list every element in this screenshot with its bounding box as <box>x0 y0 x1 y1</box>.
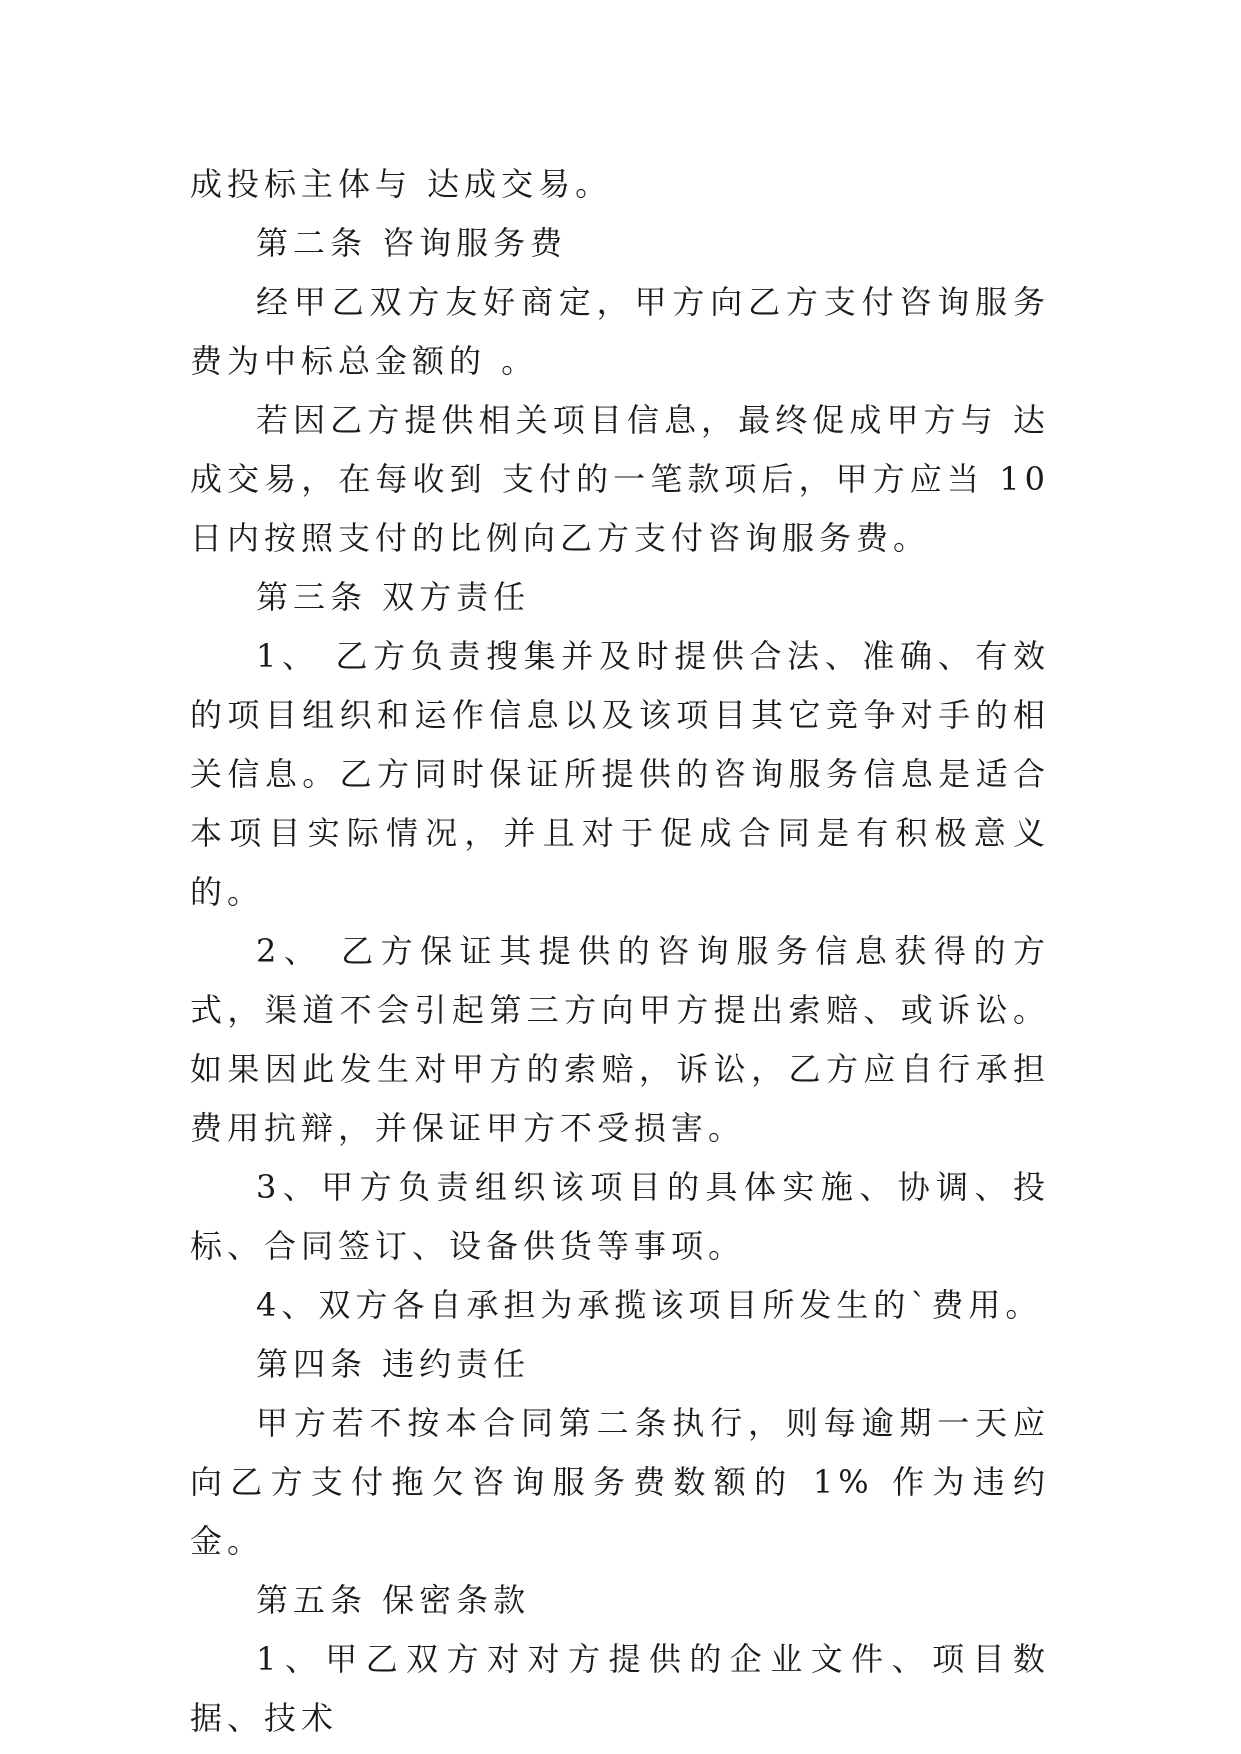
article-3-item-4: 4、双方各自承担为承揽该项目所发生的`费用。 <box>256 1286 1043 1324</box>
article-4-paragraph: 甲方若不按本合同第二条执行，则每逾期一天应向乙方支付拖欠咨询服务费数额的 1% 作为违约金。 <box>190 1404 1050 1560</box>
article-3-item-3: 3、甲方负责组织该项目的具体实施、协调、投标、合同签订、设备供货等事项。 <box>190 1168 1050 1265</box>
article-3-item-1: 1、 乙方负责搜集并及时提供合法、准确、有效的项目组织和运作信息以及该项目其它竞争对手的相关信息。乙方同时保证所提供的咨询服务信息是适合本项目实际情况，并且对于促成合同是有积极意义的。 <box>190 637 1050 911</box>
article-5-item-1: 1、甲乙双方对对方提供的企业文件、项目数据、技术 <box>190 1640 1050 1737</box>
article-2-paragraph-2: 若因乙方提供相关项目信息，最终促成甲方与 达成交易，在每收到 支付的一笔款项后，甲方应当 10 日内按照支付的比例向乙方支付咨询服务费。 <box>190 401 1050 557</box>
article-2-heading: 第二条 咨询服务费 <box>256 224 568 262</box>
article-5-heading: 第五条 保密条款 <box>256 1581 531 1619</box>
document-body <box>190 155 1050 1748</box>
article-3-heading: 第三条 双方责任 <box>256 578 531 616</box>
article-4-heading: 第四条 违约责任 <box>256 1345 531 1383</box>
article-2-paragraph-1: 经甲乙双方友好商定，甲方向乙方支付咨询服务费为中标总金额的 。 <box>190 283 1050 380</box>
paragraph-continuation: 成投标主体与 达成交易。 <box>190 165 613 203</box>
article-3-item-2: 2、 乙方保证其提供的咨询服务信息获得的方式，渠道不会引起第三方向甲方提出索赔、或诉讼。如果因此发生对甲方的索赔，诉讼，乙方应自行承担费用抗辩，并保证甲方不受损害。 <box>190 932 1050 1147</box>
